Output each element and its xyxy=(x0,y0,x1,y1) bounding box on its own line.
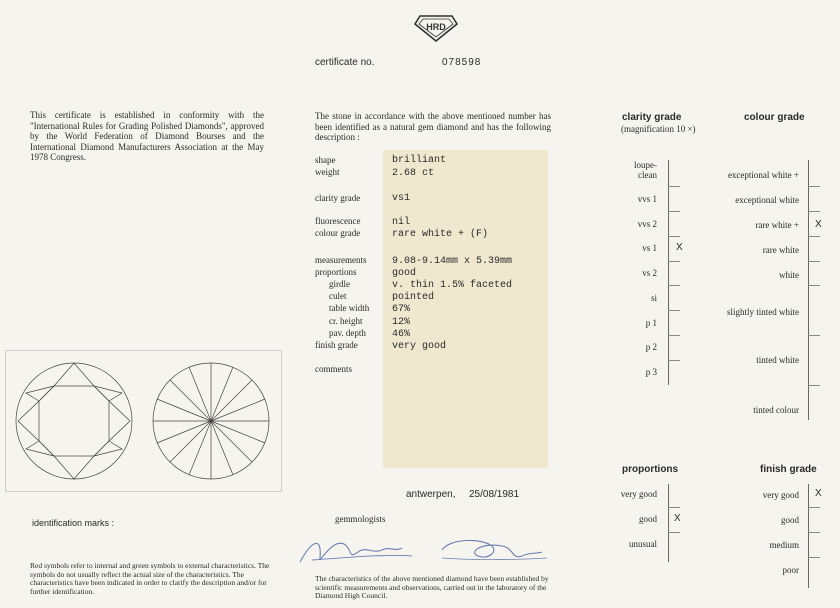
place: antwerpen, xyxy=(406,489,456,500)
shape-value: brilliant xyxy=(392,155,447,166)
pavilion-value: 46% xyxy=(392,329,411,340)
comments-label: comments xyxy=(315,364,352,374)
proportions-label: proportions xyxy=(315,267,357,277)
proportions-grade-unusual: unusual xyxy=(629,539,657,549)
colour-grade-white: white xyxy=(779,270,799,280)
clarity-grade-vs2: vs 2 xyxy=(642,268,657,278)
finish-scale-line xyxy=(808,484,809,588)
date: 25/08/1981 xyxy=(469,489,520,500)
colour-scale-title: colour grade xyxy=(744,112,805,123)
finish-scale-title: finish grade xyxy=(760,464,817,475)
proportions-grade-good: good xyxy=(639,514,657,524)
finish-grade-poor: poor xyxy=(782,565,799,575)
girdle-value: v. thin 1.5% faceted xyxy=(392,280,513,291)
weight-label: weight xyxy=(315,167,340,177)
clarity-scale-subtitle: (magnification 10 ×) xyxy=(621,124,696,134)
hrd-logo xyxy=(414,14,458,42)
signatures xyxy=(292,530,552,572)
crown-value: 12% xyxy=(392,317,411,328)
footer-left-text: Red symbols refer to internal and green symbols to external characteristics. The symbols do not usually reflect the actual size of the characteristics. The characteristics have been indicated in order to clarify the description and/or for further identification. xyxy=(30,561,270,596)
description-intro: The stone in accordance with the above mentioned number has been identified as a natural gem diamond and has the following description : xyxy=(315,111,551,142)
colour-value: rare white + (F) xyxy=(392,229,489,240)
pavilion-label: pav. depth xyxy=(329,328,366,338)
clarity-label: clarity grade xyxy=(315,193,361,203)
clarity-grade-vvs1: vvs 1 xyxy=(637,194,657,204)
shape-label: shape xyxy=(315,155,336,165)
crown-label: cr. height xyxy=(329,316,363,326)
clarity-value: vs1 xyxy=(392,193,411,204)
certificate-number: 078598 xyxy=(442,57,482,68)
colour-grade-tinted-white: tinted white xyxy=(756,355,799,365)
measurements-label: measurements xyxy=(315,255,367,265)
colour-grade-tinted-colour: tinted colour xyxy=(753,405,799,415)
pavilion-diagram xyxy=(153,363,269,479)
clarity-scale-line xyxy=(668,160,669,385)
gemmologists-label: gemmologists xyxy=(335,514,386,524)
finish-grade-very-good: very good xyxy=(762,490,799,500)
culet-value: pointed xyxy=(392,292,435,303)
finish-mark: X xyxy=(815,488,822,499)
proportions-mark: X xyxy=(674,513,681,524)
colour-label: colour grade xyxy=(315,228,361,238)
proportions-grade-very-good: very good xyxy=(620,489,657,499)
finish-value: very good xyxy=(392,341,447,352)
clarity-grade-p1: p 1 xyxy=(645,318,657,328)
clarity-grade-vvs2: vvs 2 xyxy=(637,219,657,229)
intro-text: This certificate is established in conformity with the "International Rules for Grading Polished Diamonds", approved by the World Federation of Diamond Bourses and the International Diamond Manufacturers Association at the May 1978 Congress. xyxy=(30,110,264,162)
finish-label: finish grade xyxy=(315,340,358,350)
clarity-mark: X xyxy=(676,242,683,253)
colour-grade-rare-white: rare white xyxy=(762,245,799,255)
proportions-scale-title: proportions xyxy=(622,464,679,475)
culet-label: culet xyxy=(329,291,347,301)
finish-grade-medium: medium xyxy=(769,540,799,550)
clarity-grade-p3: p 3 xyxy=(645,367,657,377)
diamond-plot xyxy=(5,350,282,492)
proportions-value: good xyxy=(392,268,417,279)
clarity-grade-si: si xyxy=(650,293,657,303)
girdle-label: girdle xyxy=(329,279,350,289)
colour-grade-rare-white-plus: rare white + xyxy=(755,220,799,230)
clarity-scale-title: clarity grade xyxy=(622,112,682,123)
finish-grade-good: good xyxy=(781,515,799,525)
colour-grade-exceptional-white-plus: exceptional white + xyxy=(727,170,799,180)
measurements-value: 9.08-9.14mm x 5.39mm xyxy=(392,256,513,267)
table-label: table width xyxy=(329,303,370,313)
colour-grade-exceptional-white: exceptional white xyxy=(735,195,799,205)
clarity-grade-vs1: vs 1 xyxy=(642,243,657,253)
colour-scale-line xyxy=(808,160,809,420)
footer-right-text: The characteristics of the above mentioned diamond have been established by scientific measurements and observations, carried out in the laboratory of the Diamond High Council. xyxy=(315,574,549,600)
crown-diagram xyxy=(16,363,132,479)
proportions-scale-line xyxy=(668,484,669,562)
clarity-grade-p2: p 2 xyxy=(645,342,657,352)
colour-grade-slightly-tinted-white: slightly tinted white xyxy=(727,307,799,317)
clarity-grade-loupe-clean: loupe- clean xyxy=(634,160,657,180)
identification-label: identification marks : xyxy=(32,518,115,528)
fluorescence-value: nil xyxy=(392,217,411,228)
table-value: 67% xyxy=(392,304,411,315)
colour-mark: X xyxy=(815,219,822,230)
svg-text:HRD: HRD xyxy=(426,22,446,32)
certificate-label: certificate no. xyxy=(315,57,375,68)
weight-value: 2.68 ct xyxy=(392,168,435,179)
fluorescence-label: fluorescence xyxy=(315,216,361,226)
